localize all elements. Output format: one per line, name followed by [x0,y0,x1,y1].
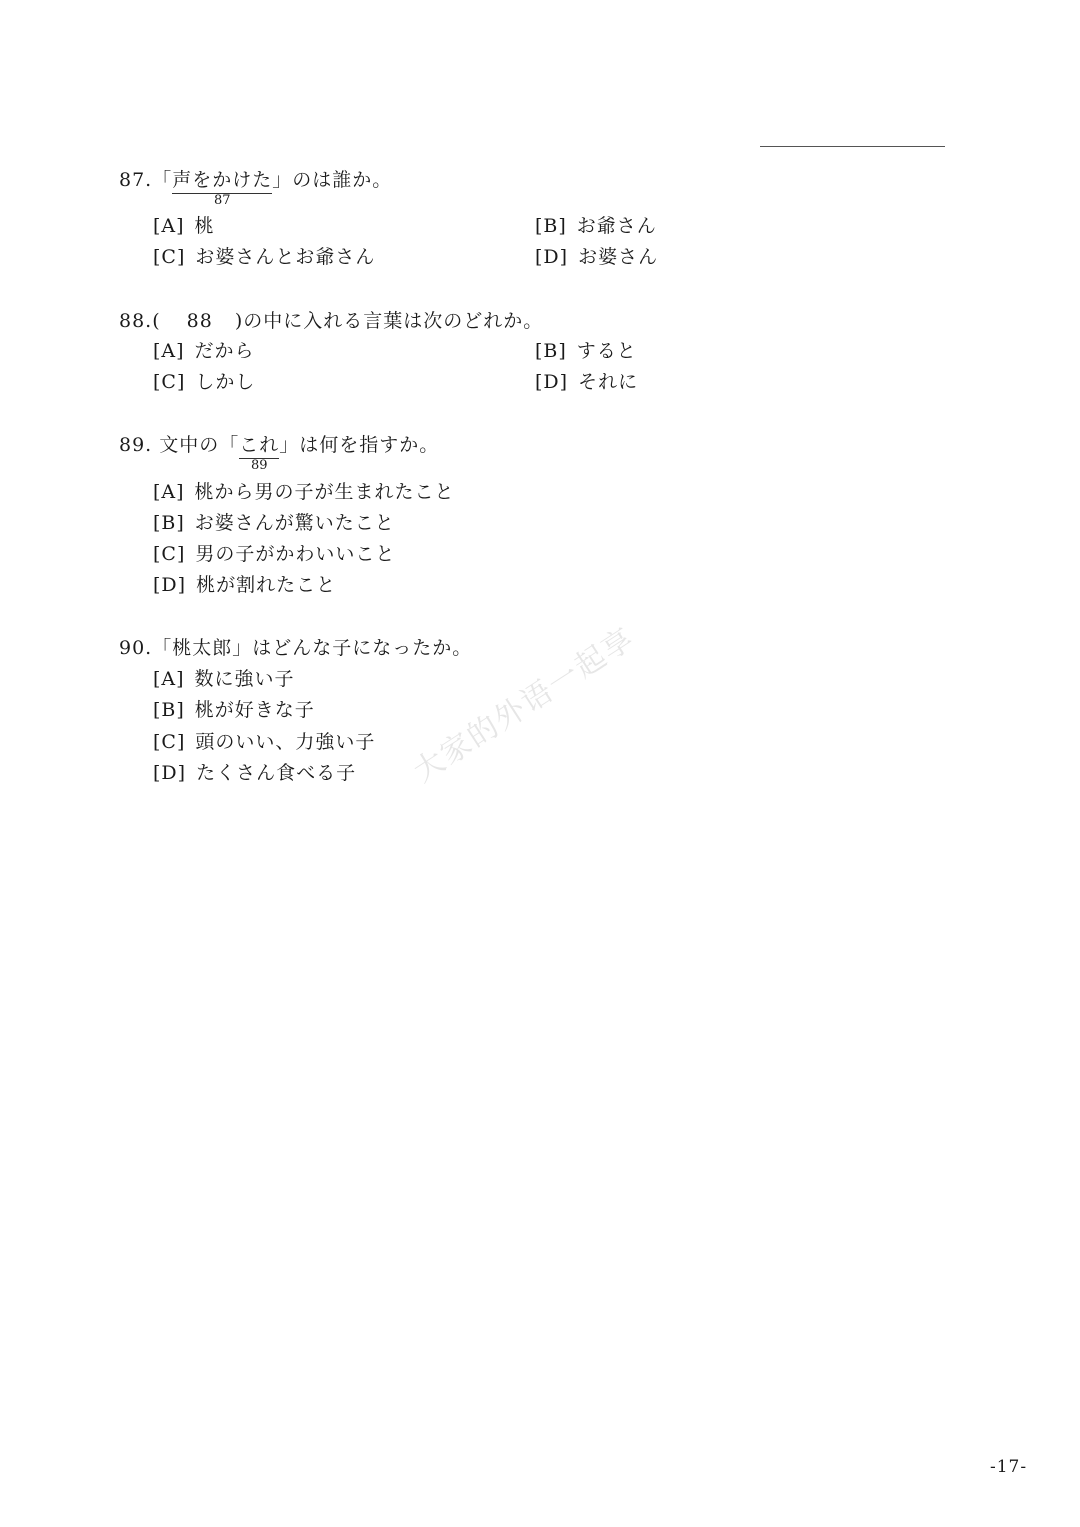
question-stem: )の中に入れる言葉は次のどれか。 [234,310,544,332]
question-stem-prefix: 文中の「 [159,434,240,456]
option-text: それに [578,371,639,393]
option-text: 桃 [194,215,215,237]
option-text: だから [194,340,255,362]
option-label: [A] [153,215,185,237]
option-label: [B] [153,699,185,721]
option-89-d[interactable] [153,570,336,597]
underline-ref-number: 89 [251,458,268,473]
underlined-text: これ [239,434,280,456]
option-text: 桃が好きな子 [194,699,315,721]
option-label: [A] [153,340,185,362]
question-stem: 「桃太郎」はどんな子になったか。 [152,637,473,659]
option-89-c[interactable] [153,539,395,566]
option-text: お婆さんとお爺さん [195,246,376,268]
question-89 [119,430,440,473]
option-text: しかし [195,371,256,393]
option-text: すると [576,340,637,362]
question-87 [119,165,393,208]
question-number: 88. [119,310,153,332]
option-text: たくさん食べる子 [196,762,357,784]
option-87-b[interactable] [535,211,657,238]
option-88-d[interactable] [535,367,638,394]
option-label: [C] [153,731,186,753]
option-text: お婆さんが驚いたこと [194,512,395,534]
blank-number: 88 [186,310,213,332]
option-88-c[interactable] [153,367,255,394]
option-90-b[interactable] [153,695,315,722]
option-text: お婆さん [578,246,659,268]
watermark: 大家的外语一起享 [407,620,642,790]
underline-ref-number: 87 [213,193,231,208]
quote-open: 「 [152,169,173,191]
option-label: [D] [153,762,187,784]
option-90-d[interactable] [153,758,356,785]
underlined-phrase [239,430,280,473]
underlined-phrase [172,165,273,208]
page-number: -17- [990,1457,1028,1477]
option-label: [C] [153,371,186,393]
option-text: 男の子がかわいいこと [195,543,396,565]
question-number: 89. [119,434,153,456]
paren-open: ( [152,310,161,332]
option-89-b[interactable] [153,508,395,535]
question-stem: 」は何を指すか。 [279,434,440,456]
option-label: [A] [153,481,185,503]
option-89-a[interactable] [153,477,455,504]
option-label: [D] [535,246,569,268]
option-87-c[interactable] [153,242,375,269]
header-rule [760,146,945,147]
option-label: [B] [153,512,185,534]
option-label: [D] [153,574,187,596]
question-number: 90. [119,637,153,659]
option-label: [B] [535,340,567,362]
option-text: お爺さん [576,215,657,237]
question-number: 87. [119,169,153,191]
option-label: [B] [535,215,567,237]
option-87-a[interactable] [153,211,215,238]
question-stem: 」のは誰か。 [272,169,393,191]
option-label: [C] [153,543,186,565]
option-text: 桃から男の子が生まれたこと [194,481,455,503]
option-88-a[interactable] [153,336,255,363]
question-88 [119,306,543,333]
option-88-b[interactable] [535,336,637,363]
question-90 [119,633,472,660]
option-label: [C] [153,246,186,268]
option-text: 頭のいい、力強い子 [195,731,376,753]
option-label: [A] [153,668,185,690]
option-90-a[interactable] [153,664,295,691]
underlined-text: 声をかけた [172,169,273,191]
option-text: 数に強い子 [194,668,295,690]
option-90-c[interactable] [153,727,375,754]
option-label: [D] [535,371,569,393]
option-87-d[interactable] [535,242,658,269]
option-text: 桃が割れたこと [196,574,337,596]
